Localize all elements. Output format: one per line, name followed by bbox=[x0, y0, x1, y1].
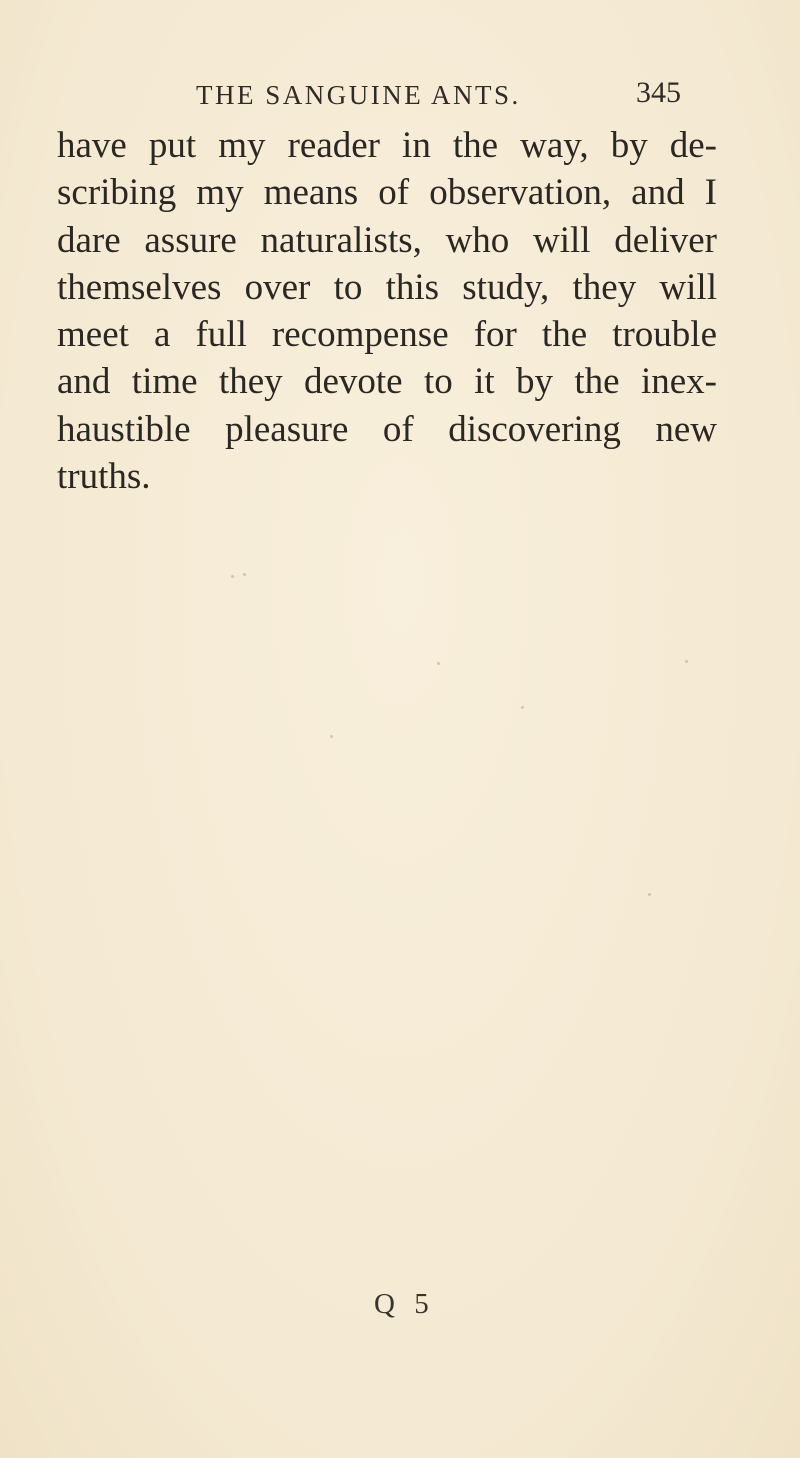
running-head bbox=[0, 76, 800, 116]
text-line: have put my reader in the way, by de- bbox=[57, 125, 717, 166]
text-line: themselves over to this study, they will bbox=[57, 266, 717, 308]
text-line: meet a full recompense for the trouble bbox=[57, 314, 717, 356]
text-line: haustible pleasure of discovering new bbox=[57, 408, 717, 450]
text-line: scribing my means of observation, and I bbox=[57, 172, 717, 214]
paper-speck bbox=[231, 575, 234, 578]
body-paragraph bbox=[57, 122, 717, 500]
page-number: 345 bbox=[636, 76, 681, 109]
text-line: dare assure naturalists, who will deliver bbox=[57, 219, 717, 261]
paper-speck bbox=[330, 735, 333, 738]
paper-speck bbox=[243, 573, 246, 576]
paper-speck bbox=[437, 662, 440, 665]
paper-speck bbox=[648, 893, 651, 896]
running-title: THE SANGUINE ANTS. bbox=[196, 80, 521, 110]
paper-speck bbox=[685, 660, 688, 663]
paper-speck bbox=[521, 706, 524, 709]
text-line: truths. bbox=[57, 456, 151, 498]
signature-mark: Q 5 bbox=[374, 1288, 435, 1320]
text-line: and time they devote to it by the inex- bbox=[57, 361, 717, 403]
